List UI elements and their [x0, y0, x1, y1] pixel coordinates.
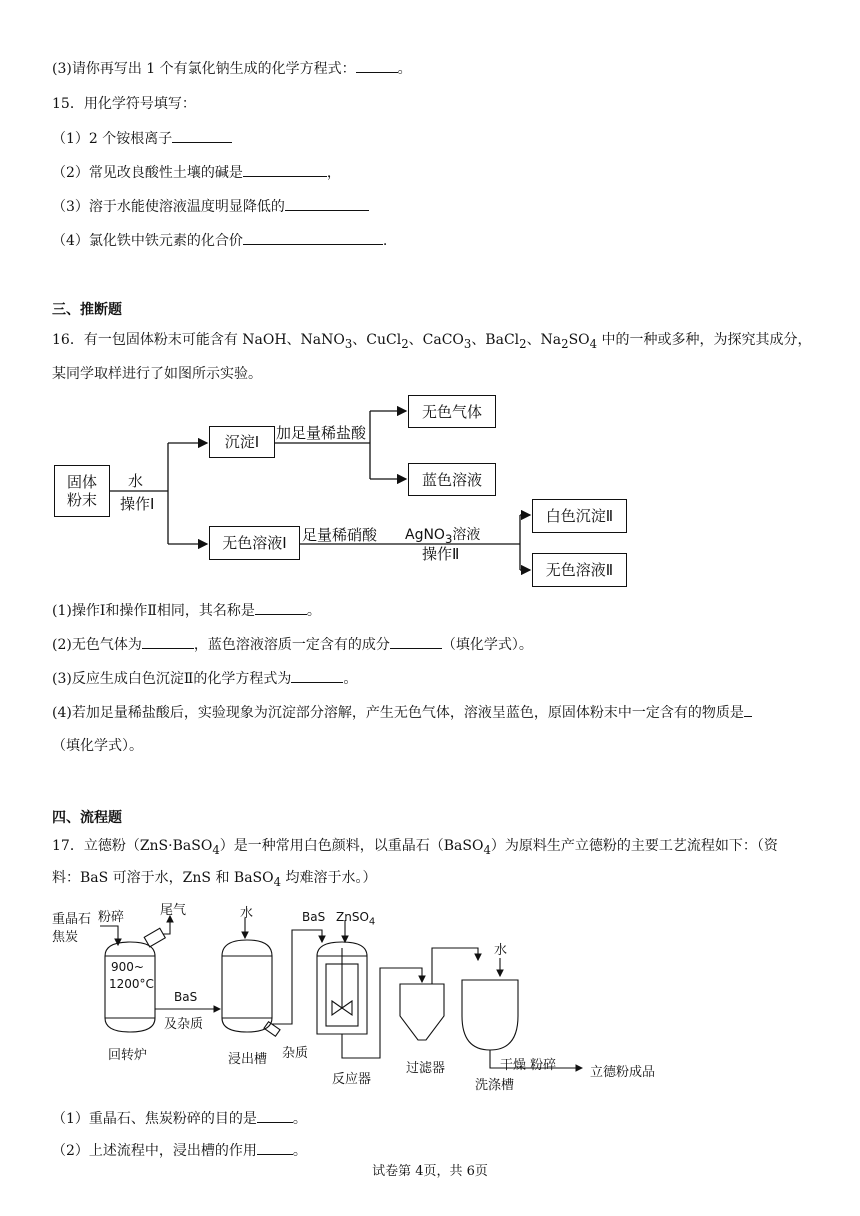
- q15-item-2-end: ，: [326, 165, 341, 181]
- q16-intro-f: SO: [568, 332, 590, 348]
- water-label: 水: [128, 472, 144, 490]
- q15-item-2: [52, 162, 341, 183]
- q15-title: 15．用化学符号填写：: [52, 96, 196, 112]
- answer-blank[interactable]: [257, 1108, 293, 1123]
- q17-sub1: [52, 1108, 307, 1129]
- q17-sub2-text: （2）上述流程中，浸出槽的作用: [52, 1143, 257, 1159]
- q16-sub1-end: 。: [306, 603, 321, 619]
- coke-label: 焦炭: [52, 930, 79, 945]
- q16-sub2-mid: ，蓝色溶液溶质一定含有的成分: [193, 637, 390, 653]
- q14-sub3-end: 。: [397, 61, 412, 77]
- q16-sub2-end: （填化学式）。: [441, 637, 533, 653]
- q16-intro-b: 、CuCl: [352, 332, 402, 348]
- q17-sub2-end: 。: [292, 1143, 307, 1159]
- znso4-formula: ZnSO: [336, 910, 369, 924]
- q16-sub4: [52, 702, 752, 723]
- q15-item-3: [52, 196, 369, 217]
- answer-blank[interactable]: [390, 634, 442, 649]
- section-4-heading: 四、流程题: [52, 810, 122, 826]
- q17-intro-e: 均难溶于水。）: [281, 870, 377, 886]
- kiln-label: 回转炉: [108, 1048, 148, 1063]
- q16-sub3: [52, 668, 357, 689]
- colorless-solution-2-box: 无色溶液Ⅱ: [532, 553, 627, 587]
- operation-2-label: 操作Ⅱ: [422, 545, 460, 563]
- q15-item-1: [52, 128, 232, 149]
- q17-intro-line2: [52, 868, 377, 892]
- q17-sub1-text: （1）重晶石、焦炭粉碎的目的是: [52, 1111, 257, 1127]
- q16-sub4-line2: （填化学式）。: [52, 738, 143, 754]
- subscript: 3: [344, 336, 353, 351]
- reactor-label: 反应器: [332, 1072, 372, 1087]
- water-label-1: 水: [240, 906, 254, 921]
- add-hno3-label: 足量稀硝酸: [302, 526, 378, 544]
- q15-item-2-text: （2）常见改良酸性土壤的碱是: [52, 165, 243, 181]
- subscript: 3: [463, 336, 472, 351]
- q16-sub2-text: (2)无色气体为: [52, 637, 142, 653]
- operation-1-label: 操作Ⅰ: [120, 495, 155, 513]
- crush-label: 粉碎: [98, 910, 125, 925]
- q15-item-4-text: （4）氯化铁中铁元素的化合价: [52, 233, 243, 249]
- q15-item-1-text: （1）2 个铵根离子: [52, 131, 173, 147]
- temperature-label-2: 1200°C: [109, 977, 154, 991]
- q15-item-4-end: .: [382, 233, 388, 249]
- q15-item-4: [52, 230, 387, 251]
- bas-out-label: BaS: [174, 990, 198, 1004]
- subscript: 3: [444, 531, 453, 546]
- answer-blank[interactable]: [243, 230, 383, 245]
- q17-sub2: [52, 1140, 307, 1161]
- barite-label: 重晶石: [52, 912, 92, 927]
- answer-blank[interactable]: [255, 600, 307, 615]
- agno3-suffix: 溶液: [452, 527, 481, 543]
- subscript: 4: [273, 874, 282, 889]
- answer-blank[interactable]: [744, 702, 752, 717]
- q16-intro-line1: [52, 330, 812, 354]
- q17-intro-line1: [52, 836, 778, 860]
- filter-label: 过滤器: [406, 1061, 446, 1076]
- q16-intro-g: 中的一种或多种，为探究其成分，: [597, 332, 812, 348]
- answer-blank[interactable]: [243, 162, 327, 177]
- solid-powder-label-1: 固体: [66, 473, 97, 491]
- subscript: 4: [589, 336, 598, 351]
- answer-blank[interactable]: [172, 128, 232, 143]
- exhaust-label: 尾气: [160, 903, 187, 918]
- section-3-heading: 三、推断题: [52, 302, 122, 318]
- page-footer: 试卷第 4页，共 6页: [372, 1164, 488, 1179]
- q16-sub4-text: (4)若加足量稀盐酸后，实验现象为沉淀部分溶解，产生无色气体，溶液呈蓝色，原固体粉末中一定含有的物质是: [52, 705, 744, 721]
- blue-solution-box: 蓝色溶液: [408, 463, 496, 496]
- q16-sub3-end: 。: [343, 671, 358, 687]
- dry-crush-label: 干燥 粉碎: [500, 1058, 557, 1073]
- product-label: 立德粉成品: [590, 1065, 656, 1080]
- solid-powder-box: [54, 465, 110, 517]
- with-impurity-label: 及杂质: [164, 1017, 204, 1032]
- q16-intro-a: 16．有一包固体粉末可能含有 NaOH、NaNO: [52, 332, 345, 348]
- q14-sub3-text: (3)请你再写出 1 个有氯化钠生成的化学方程式：: [52, 61, 356, 77]
- q16-intro-e: 、Na: [526, 332, 562, 348]
- white-precipitate-2-box: 白色沉淀Ⅱ: [532, 499, 627, 533]
- q17-intro-a: 17．立德粉（ZnS·BaSO: [52, 838, 213, 854]
- bas-in-label: BaS: [302, 910, 326, 924]
- q16-sub1-text: (1)操作Ⅰ和操作Ⅱ相同，其名称是: [52, 603, 255, 619]
- q17-intro-b: ）是一种常用白色颜料，以重晶石（BaSO: [219, 838, 484, 854]
- colorless-gas-box: 无色气体: [408, 395, 496, 428]
- q16-intro-line2: 某同学取样进行了如图所示实验。: [52, 366, 262, 382]
- leach-tank-label: 浸出槽: [228, 1052, 268, 1067]
- q17-sub1-end: 。: [292, 1111, 307, 1127]
- agno3-formula: AgNO: [405, 527, 445, 543]
- znso4-label: [336, 910, 375, 927]
- add-hcl-label: 加足量稀盐酸: [276, 424, 367, 442]
- temperature-label-1: 900~: [111, 960, 144, 974]
- answer-blank[interactable]: [356, 58, 398, 73]
- q16-sub2: [52, 634, 533, 655]
- wash-tank-label: 洗涤槽: [475, 1078, 515, 1093]
- subscript: 2: [561, 336, 569, 351]
- q15-item-3-text: （3）溶于水能使溶液温度明显降低的: [52, 199, 285, 215]
- subscript: 4: [368, 916, 376, 928]
- q16-sub3-text: (3)反应生成白色沉淀Ⅱ的化学方程式为: [52, 671, 292, 687]
- subscript: 4: [483, 842, 491, 857]
- answer-blank[interactable]: [291, 668, 343, 683]
- precipitate-1-box: 沉淀Ⅰ: [209, 426, 275, 458]
- q17-intro-d: 料：BaS 可溶于水，ZnS 和 BaSO: [52, 870, 274, 886]
- answer-blank[interactable]: [257, 1140, 293, 1155]
- subscript: 2: [401, 336, 409, 351]
- colorless-solution-1-box: 无色溶液Ⅰ: [209, 526, 300, 560]
- q14-sub3: [52, 58, 412, 79]
- answer-blank[interactable]: [285, 196, 369, 211]
- impurity-label: 杂质: [282, 1046, 309, 1061]
- water-label-2: 水: [494, 943, 508, 958]
- q16-intro-d: 、BaCl: [471, 332, 520, 348]
- q16-sub1: [52, 600, 321, 621]
- subscript: 2: [519, 336, 527, 351]
- answer-blank[interactable]: [142, 634, 194, 649]
- q17-intro-c: ）为原料生产立德粉的主要工艺流程如下：（资: [490, 838, 778, 854]
- solid-powder-label-2: 粉末: [66, 491, 97, 509]
- subscript: 4: [212, 842, 220, 857]
- q16-intro-c: 、CaCO: [408, 332, 464, 348]
